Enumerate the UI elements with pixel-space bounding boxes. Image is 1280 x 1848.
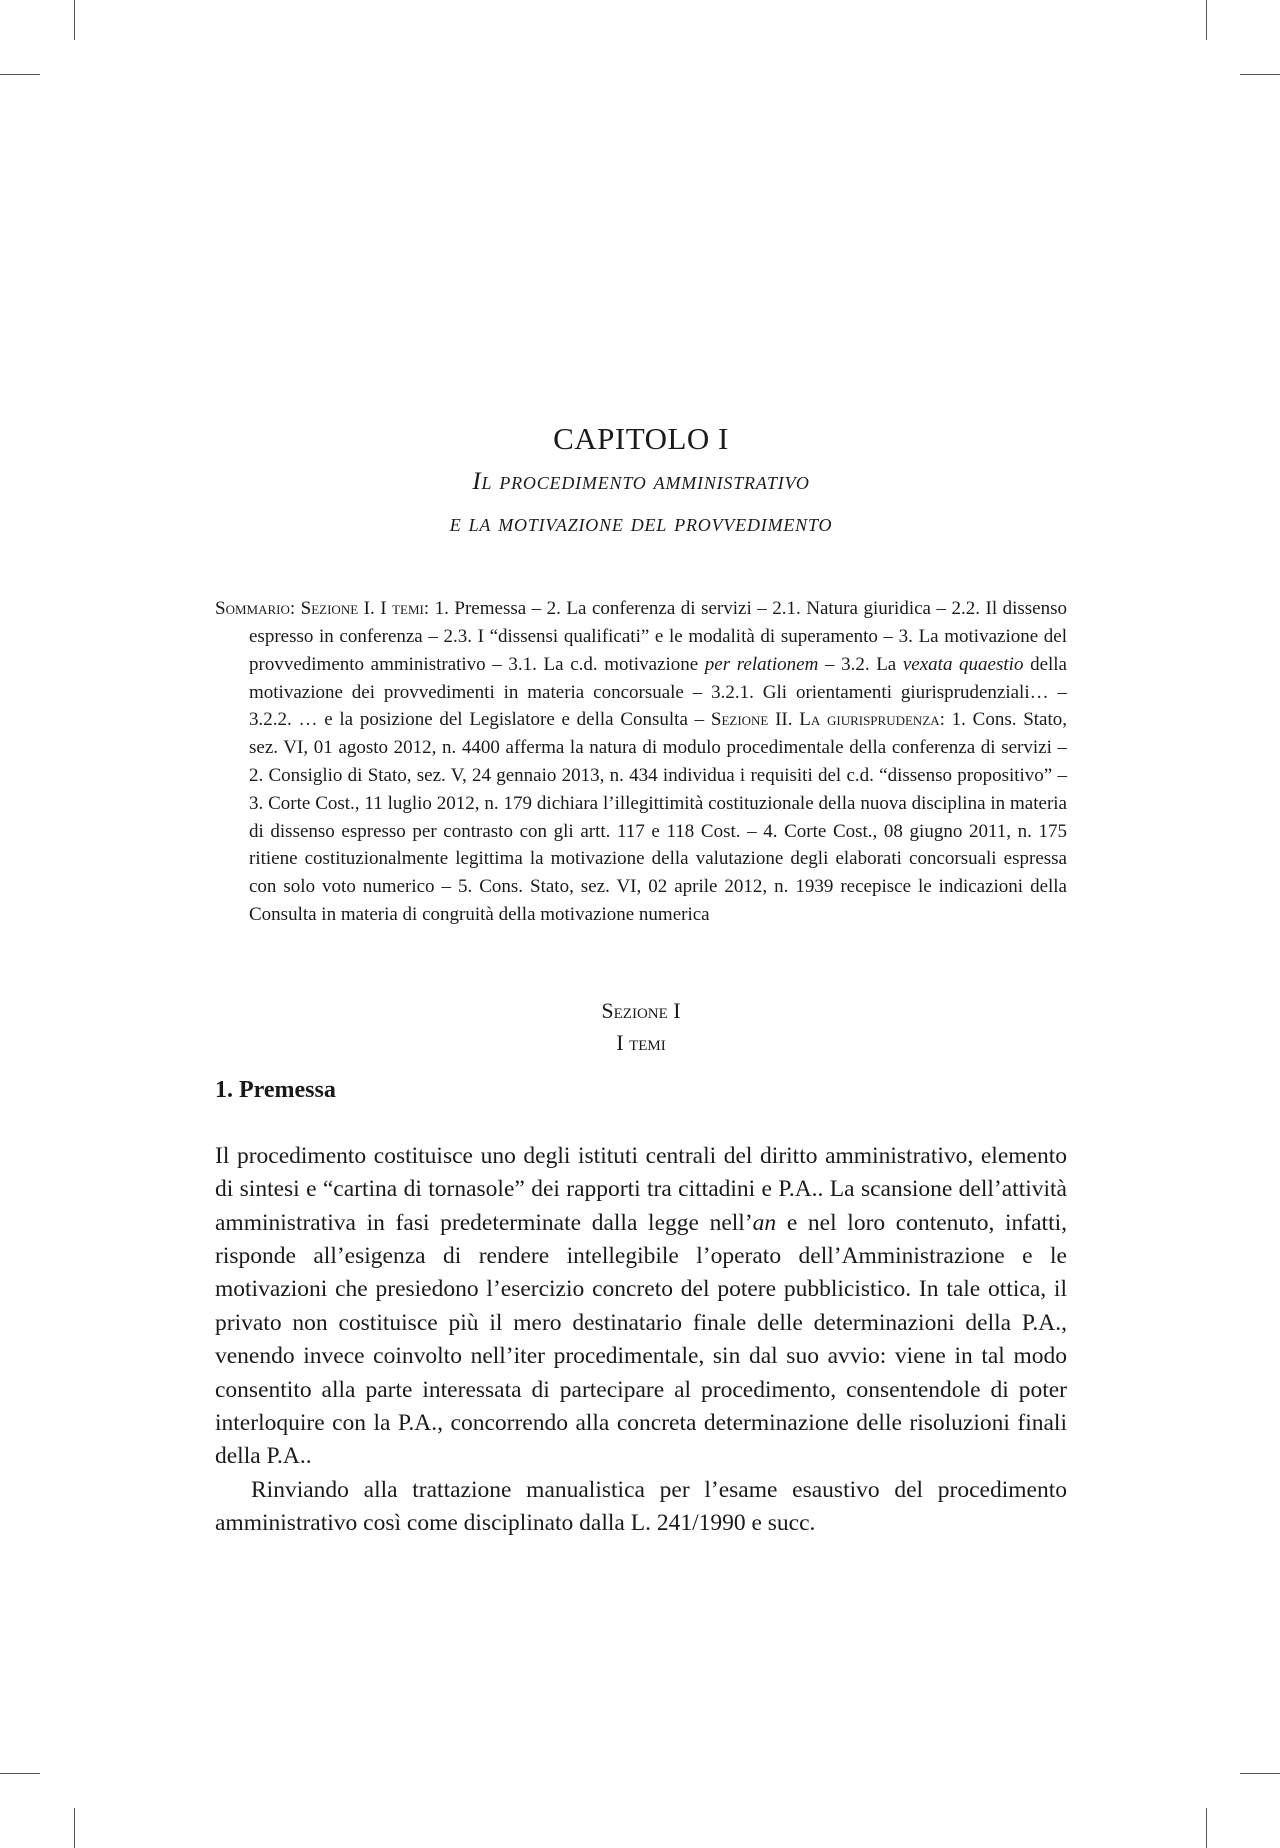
summary-section-2-label: Sezione xyxy=(710,709,769,731)
crop-mark xyxy=(1240,74,1280,75)
crop-mark xyxy=(74,1808,75,1848)
body-text-span: e nel loro contenuto, infatti, risponde all’esigenza di rendere intellegibile l’operato dell’Amministrazione e le motivazioni che presiedono l’esercizio concreto del potere pubblicistico. In tale ottica, il privato non costituisce più il mero destinatario finale delle determinazioni della P.A., venendo invece coinvolto nell’iter procedimentale, sin dal suo avvio: viene in tal modo consentito alla parte interessata di partecipare al procedimento, consentendole di poter interloquire con la P.A., concorrendo alla concreta determinazione delle risoluzioni finali della P.A.. xyxy=(215,1209,1067,1470)
crop-mark xyxy=(1206,1808,1207,1848)
chapter-number: CAPITOLO I xyxy=(553,421,729,456)
body-text-span: Il procedimento costituisce uno degli istituti centrali del diritto amministrativo, elemento di sintesi e “cartina di tornasole” dei rapporti tra cittadini e P.A.. La scansione dell’attività amministrativa in fasi predeterminate dalla legge nell’ xyxy=(215,1142,1067,1236)
chapter-header xyxy=(215,420,1067,545)
chapter-title xyxy=(215,461,1067,545)
section-label: Sezione I xyxy=(601,997,681,1023)
page-content xyxy=(215,420,1067,1541)
crop-mark xyxy=(1240,1773,1280,1774)
summary-italic-term: per relationem xyxy=(704,653,819,675)
body-paragraph: Rinviando alla trattazione manualistica per l’esame esaustivo del procedimento amministrativo così come disciplinato dalla L. 241/1990 e succ. xyxy=(215,1476,1067,1537)
summary-text: 1. Premessa – 2. La conferenza di servizi – 2.1. Natura giuridica – 2.2. Il dissenso espresso in conferenza – 2.3. I “dissensi qualificati” e le modalità di superamento – 3. La motivazione del provvedimento amministrativo – 3.1. La c.d. motivazione xyxy=(249,598,1067,675)
summary-italic-term: vexata quaestio xyxy=(902,653,1024,675)
paragraph-heading: 1. Premessa xyxy=(215,1076,336,1103)
summary-section-1-number: I. xyxy=(358,598,381,620)
summary-section-1-title: I temi: xyxy=(380,598,430,620)
section-heading xyxy=(215,995,1067,1059)
chapter-title-line-1: Il procedimento amministrativo xyxy=(472,468,810,496)
summary-text: – 3.2. La xyxy=(818,653,903,675)
summary-section-1-label: Sezione xyxy=(300,598,359,620)
summary-section-2-number: II. xyxy=(768,709,800,731)
summary-label: Sommario: xyxy=(215,598,296,620)
chapter-summary xyxy=(215,595,1067,929)
summary-text: della motivazione dei provvedimenti in materia concorsuale – 3.2.1. Gli orientamenti giurisprudenziali… – 3.2.2. … e la posizione del Legislatore e della Consulta – xyxy=(249,653,1067,731)
crop-mark xyxy=(0,74,40,75)
summary-text: 1. Cons. Stato, sez. VI, 01 agosto 2012, n. 4400 afferma la natura di modulo procedimentale della conferenza di servizi – 2. Consiglio di Stato, sez. V, 24 gennaio 2013, n. 434 individua i requisiti del c.d. “dissenso propositivo” – 3. Corte Cost., 11 luglio 2012, n. 179 dichiara l’illegittimità costituzionale della nuova disciplina in materia di dissenso espresso per contrasto con gli artt. 117 e 118 Cost. – 4. Corte Cost., 08 giugno 2011, n. 175 ritiene costituzionalmente legittima la motivazione della valutazione degli elaborati concorsuali espressa con solo voto numerico – 5. Cons. Stato, sez. VI, 02 aprile 2012, n. 1939 recepisce le indicazioni della Consulta in materia di congruità della motivazione numerica xyxy=(249,709,1068,925)
chapter-title-line-2: e la motivazione del provvedimento xyxy=(449,510,833,538)
crop-mark xyxy=(74,0,75,40)
body-text xyxy=(215,1140,1067,1541)
section-title: I temi xyxy=(616,1029,666,1055)
crop-mark xyxy=(1206,0,1207,40)
summary-section-2-title: La giurisprudenza: xyxy=(799,709,945,731)
crop-mark xyxy=(0,1773,40,1774)
body-paragraph xyxy=(215,1140,1067,1474)
body-italic-term: an xyxy=(752,1209,777,1236)
